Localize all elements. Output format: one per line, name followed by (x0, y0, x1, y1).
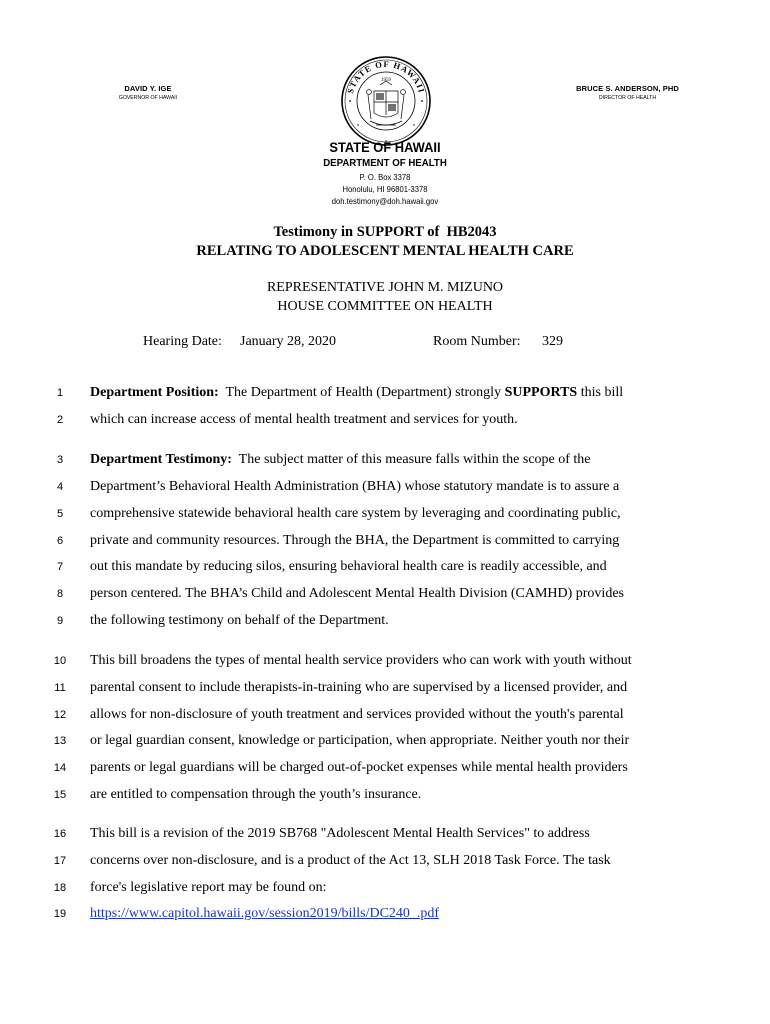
line-number: 3 (56, 454, 64, 466)
director-title: DIRECTOR OF HEALTH (598, 95, 657, 101)
support-keyword: SUPPORTS (504, 385, 578, 400)
room-number-value: 329 (542, 334, 563, 349)
line-number: 4 (56, 481, 64, 493)
body-line (90, 452, 591, 468)
svg-text:STATE OF HAWAII (345, 59, 427, 95)
line-number: 19 (53, 908, 67, 920)
line-number: 11 (54, 682, 66, 694)
address-city: Honolulu, HI 96801-3378 (342, 184, 428, 194)
body-line: force's legislative report may be found on: (90, 880, 327, 895)
body-line: person centered. The BHA’s Child and Adolescent Mental Health Division (CAMHD) provides (90, 586, 624, 601)
line-number: 8 (56, 588, 64, 600)
hearing-date-value: January 28, 2020 (240, 334, 337, 349)
addressee-committee: HOUSE COMMITTEE ON HEALTH (277, 299, 493, 314)
body-text: The Department of Health (Department) strongly (218, 385, 505, 400)
governor-name: DAVID Y. IGE (124, 84, 172, 93)
room-number-label: Room Number: (433, 334, 521, 349)
body-line: concerns over non-disclosure, and is a product of the Act 13, SLH 2018 Task Force. The task (90, 853, 611, 868)
address-po-box: P. O. Box 3378 (359, 172, 411, 182)
line-number: 5 (56, 508, 64, 520)
body-line: are entitled to compensation through the youth’s insurance. (90, 787, 422, 802)
line-number: 15 (53, 789, 67, 801)
body-line: This bill is a revision of the 2019 SB768 "Adolescent Mental Health Services" to address (90, 826, 590, 841)
body-line: or legal guardian consent, knowledge or participation, when appropriate. Neither youth nor their (90, 733, 630, 748)
testimony-subject: RELATING TO ADOLESCENT MENTAL HEALTH CARE (196, 243, 574, 259)
governor-title: GOVERNOR OF HAWAII (118, 95, 178, 101)
body-line: the following testimony on behalf of the Department. (90, 613, 389, 628)
hearing-date-label: Hearing Date: (143, 334, 222, 349)
seal-title: STATE OF HAWAII (344, 58, 428, 95)
agency-name: STATE OF HAWAII (329, 139, 441, 155)
legislative-report-link[interactable]: https://www.capitol.hawaii.gov/session2019/bills/DC240_.pdf (90, 906, 440, 921)
line-number: 10 (53, 655, 67, 667)
body-line: allows for non-disclosure of youth treatment and services provided without the youth's parental (90, 707, 624, 722)
director-block (570, 84, 685, 101)
body-line: parental consent to include therapists-in-training who are supervised by a licensed provider, and (90, 680, 628, 695)
line-number: 2 (56, 414, 64, 426)
body-line (90, 385, 623, 401)
line-number: 14 (53, 762, 67, 774)
body-line: out this mandate by reducing silos, ensuring behavioral health care is readily accessible, and (90, 559, 607, 574)
governor-block (108, 84, 188, 101)
address-email: doh.testimony@doh.hawaii.gov (331, 196, 439, 206)
body-line: parents or legal guardians will be charged out-of-pocket expenses while mental health providers (90, 760, 628, 775)
body-text: this bill (577, 385, 624, 400)
line-number: 16 (53, 828, 67, 840)
body-text: The subject matter of this measure falls within the scope of the (231, 452, 591, 467)
body-line (90, 906, 439, 922)
line-number: 13 (53, 735, 67, 747)
body-line: which can increase access of mental health treatment and services for youth. (90, 412, 518, 427)
director-name: BRUCE S. ANDERSON, PHD (576, 84, 679, 93)
testimony-title: Testimony in SUPPORT of HB2043 (273, 224, 497, 240)
testimony-heading: Department Testimony: (90, 452, 232, 467)
body-line: This bill broadens the types of mental health service providers who can work with youth without (90, 653, 632, 668)
line-number: 17 (53, 855, 67, 867)
line-number: 18 (53, 882, 67, 894)
department-name: DEPARTMENT OF HEALTH (323, 157, 447, 169)
line-number: 7 (56, 561, 64, 573)
addressee-name: REPRESENTATIVE JOHN M. MIZUNO (266, 280, 504, 295)
body-line: Department’s Behavioral Health Administration (BHA) whose statutory mandate is to assure a (90, 479, 620, 494)
line-number: 6 (56, 535, 64, 547)
line-number: 1 (56, 387, 64, 399)
body-line: private and community resources. Through the BHA, the Department is committed to carrying (90, 533, 620, 548)
seal-year: 1959 (381, 78, 391, 83)
line-number: 9 (56, 615, 64, 627)
state-seal-icon (340, 55, 432, 147)
position-heading: Department Position: (90, 385, 219, 400)
body-line: comprehensive statewide behavioral health care system by leveraging and coordinating public, (90, 506, 621, 521)
line-number: 12 (53, 709, 67, 721)
